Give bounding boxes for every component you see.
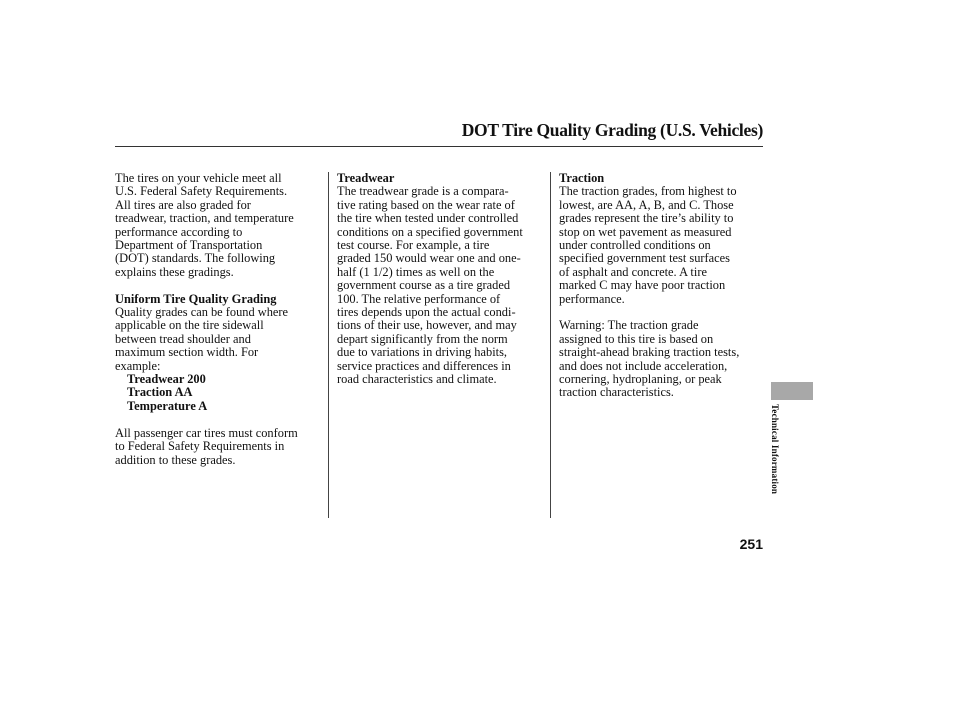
text-line: between tread shoulder and [115, 331, 251, 346]
text-line: due to variations in driving habits, [337, 345, 508, 360]
text-line: tions of their use, however, and may [337, 318, 517, 333]
text-line: the tire when tested under controlled [337, 211, 519, 226]
text-line: specified government test surfaces [559, 251, 730, 266]
text-line: performance. [559, 291, 625, 306]
treadwear-heading: Treadwear [337, 171, 395, 185]
section-tab-marker [771, 382, 813, 400]
text-line: maximum section width. For [115, 345, 259, 360]
section-tab-label: Technical Information [770, 404, 780, 495]
text-line: The treadwear grade is a compara- [337, 184, 509, 199]
treadwear-paragraph [337, 185, 523, 386]
text-line: traction characteristics. [559, 385, 674, 400]
text-line: assigned to this tire is based on [559, 331, 714, 346]
column-3 [559, 172, 739, 400]
text-line: grades represent the tire’s ability to [559, 211, 734, 226]
text-line: conditions on a specified government [337, 224, 523, 239]
column-2 [337, 172, 523, 387]
column-divider [328, 172, 329, 518]
page-title: DOT Tire Quality Grading (U.S. Vehicles) [461, 120, 763, 140]
text-line: The tires on your vehicle meet all [115, 171, 282, 185]
text-line: to Federal Safety Requirements in [115, 439, 285, 454]
text-line: of asphalt and concrete. A tire [559, 264, 707, 279]
example-temperature: Temperature A [127, 398, 208, 413]
text-line: All tires are also graded for [115, 197, 251, 212]
text-line: Quality grades can be found where [115, 305, 289, 320]
text-line: Warning: The traction grade [559, 318, 699, 333]
closing-paragraph [115, 427, 298, 467]
text-line: marked C may have poor traction [559, 278, 726, 293]
text-line: performance according to [115, 224, 243, 239]
page-number: 251 [739, 536, 763, 552]
text-line: half (1 1/2) times as well on the [337, 264, 495, 279]
example-traction: Traction AA [127, 385, 193, 400]
uniform-grading-paragraph [115, 306, 298, 373]
text-line: test course. For example, a tire [337, 238, 490, 253]
text-line: example: [115, 358, 161, 373]
text-line: applicable on the tire sidewall [115, 318, 264, 333]
text-line: (DOT) standards. The following [115, 251, 276, 266]
text-line: straight-ahead braking traction tests, [559, 345, 740, 360]
uniform-grading-heading: Uniform Tire Quality Grading [115, 291, 277, 306]
text-line: tires depends upon the actual condi- [337, 305, 516, 320]
column-divider [550, 172, 551, 518]
text-line: The traction grades, from highest to [559, 184, 737, 199]
text-line: graded 150 would wear one and one- [337, 251, 521, 266]
text-line: tive rating based on the wear rate of [337, 197, 515, 212]
traction-warning [559, 319, 739, 399]
example-treadwear: Treadwear 200 [127, 372, 206, 387]
text-line: road characteristics and climate. [337, 372, 497, 387]
traction-heading: Traction [559, 171, 605, 185]
intro-paragraph [115, 172, 298, 279]
text-line: and does not include acceleration, [559, 358, 728, 373]
text-line: explains these gradings. [115, 264, 234, 279]
text-line: Department of Transportation [115, 238, 263, 253]
text-line: under controlled conditions on [559, 238, 711, 253]
text-line: cornering, hydroplaning, or peak [559, 372, 722, 387]
text-line: All passenger car tires must conform [115, 425, 298, 440]
text-line: government course as a tire graded [337, 278, 511, 293]
text-line: lowest, are AA, A, B, and C. Those [559, 197, 734, 212]
column-1 [115, 172, 298, 467]
text-line: stop on wet pavement as measured [559, 224, 732, 239]
text-line: addition to these grades. [115, 452, 236, 467]
text-line: U.S. Federal Safety Requirements. [115, 184, 288, 199]
text-line: service practices and differences in [337, 358, 511, 373]
title-rule [115, 146, 763, 147]
traction-paragraph [559, 185, 739, 306]
text-line: depart significantly from the norm [337, 331, 508, 346]
text-line: treadwear, traction, and temperature [115, 211, 294, 226]
text-line: 100. The relative performance of [337, 291, 501, 306]
